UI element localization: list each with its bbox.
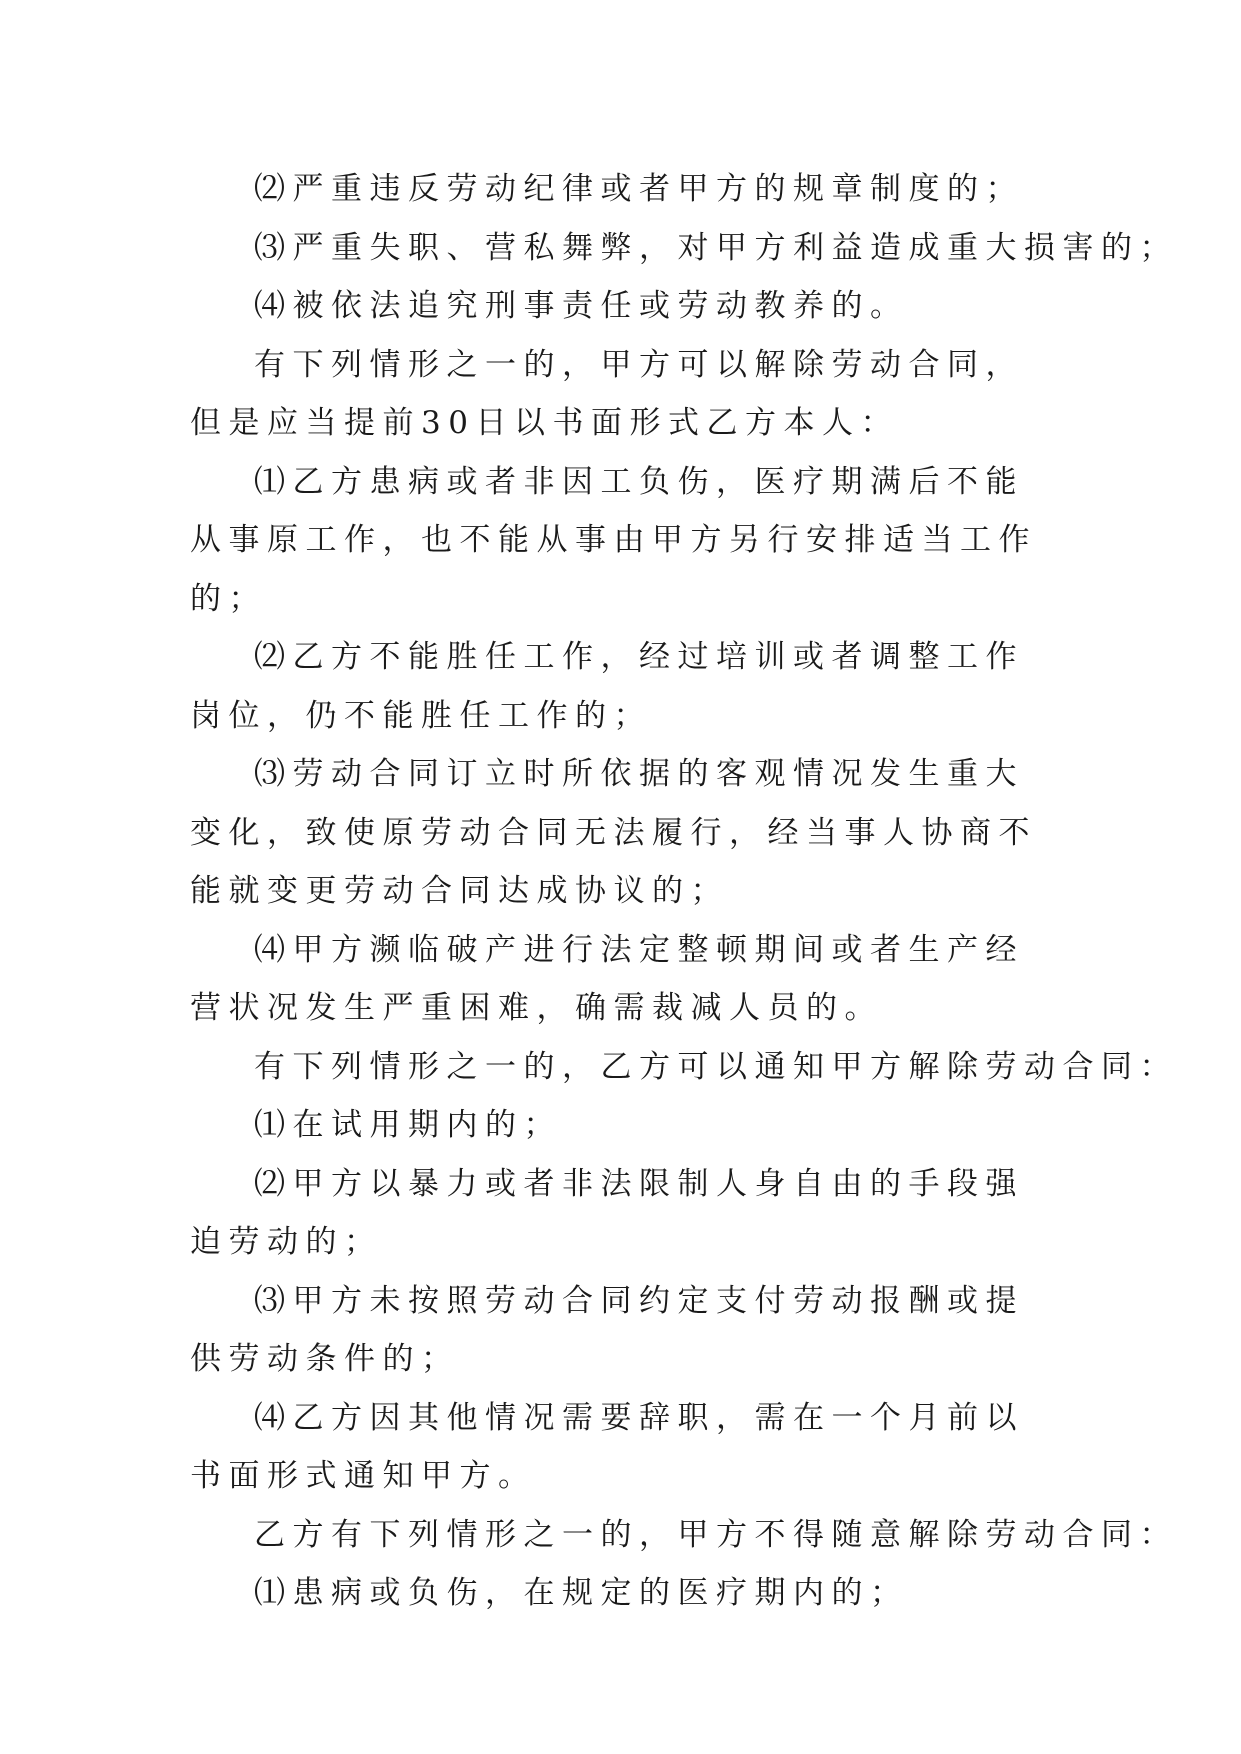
paragraph: ⑷被依法追究刑事责任或劳动教养的。: [254, 288, 909, 324]
paragraph: ⑶劳动合同订立时所依据的客观情况发生重大变化，致使原劳动合同无法履行，经当事人协商不能就变更劳动合同达成协议的；: [190, 756, 1037, 909]
paragraph: ⑵严重违反劳动纪律或者甲方的规章制度的；: [254, 171, 1024, 207]
paragraph: ⑶甲方未按照劳动合同约定支付劳动报酬或提供劳动条件的；: [190, 1282, 1024, 1377]
paragraph: ⑷乙方因其他情况需要辞职，需在一个月前以书面形式通知甲方。: [190, 1399, 1024, 1494]
paragraph: 有下列情形之一的，乙方可以通知甲方解除劳动合同：: [254, 1048, 1178, 1085]
paragraph: ⑴乙方患病或者非因工负伤，医疗期满后不能从事原工作，也不能从事由甲方另行安排适当工作的；: [190, 463, 1037, 617]
paragraph: ⑵乙方不能胜任工作，经过培训或者调整工作岗位，仍不能胜任工作的；: [190, 639, 1024, 734]
document-page: [190, 160, 1178, 1623]
paragraph: 乙方有下列情形之一的，甲方不得随意解除劳动合同：: [254, 1516, 1178, 1553]
paragraph: ⑶严重失职、营私舞弊，对甲方利益造成重大损害的；: [254, 229, 1178, 266]
paragraph: ⑴在试用期内的；: [254, 1107, 562, 1143]
paragraph: ⑴患病或负伤，在规定的医疗期内的；: [254, 1575, 909, 1611]
paragraph: ⑵甲方以暴力或者非法限制人身自由的手段强迫劳动的；: [190, 1165, 1024, 1260]
paragraph: 有下列情形之一的，甲方可以解除劳动合同，但是应当提前30日以书面形式乙方本人：: [190, 346, 1024, 441]
paragraph: ⑷甲方濒临破产进行法定整顿期间或者生产经营状况发生严重困难，确需裁减人员的。: [190, 931, 1024, 1026]
